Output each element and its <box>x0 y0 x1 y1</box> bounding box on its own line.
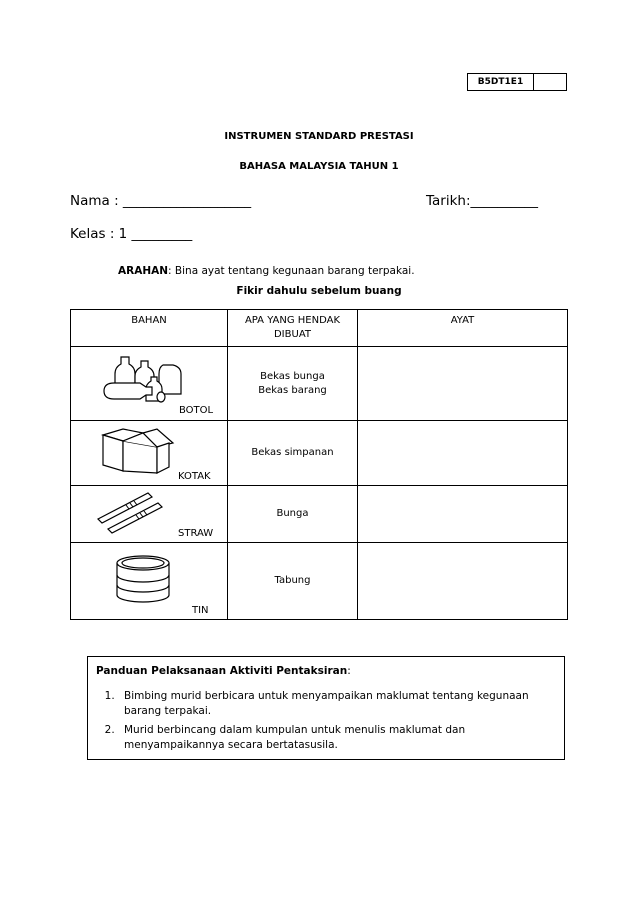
panduan-list <box>96 689 564 753</box>
panduan-title: Panduan Pelaksanaan Aktiviti Pentaksiran: <box>96 665 351 677</box>
bahan-cell <box>71 347 228 421</box>
straw-icon <box>96 489 166 534</box>
instruction-label: ARAHAN <box>118 265 169 277</box>
table-row <box>71 347 568 421</box>
apa-cell <box>228 543 358 620</box>
apa-text-2: Bekas barang <box>258 384 327 396</box>
instruction <box>118 265 415 277</box>
kelas-field[interactable]: Kelas : 1 _________ <box>70 226 193 242</box>
apa-cell <box>228 347 358 421</box>
box-icon <box>99 425 177 475</box>
document-code: B5DT1E1 <box>468 74 534 90</box>
table-row <box>71 543 568 620</box>
title-subject: BAHASA MALAYSIA TAHUN 1 <box>239 161 399 172</box>
apa-text-1: Bekas bunga <box>260 370 325 382</box>
bahan-label: TIN <box>192 605 209 616</box>
header-bahan: BAHAN <box>71 310 228 347</box>
bottles-icon <box>101 355 191 405</box>
apa-text-1: Bekas simpanan <box>251 447 334 458</box>
apa-text-1: Bunga <box>276 508 309 519</box>
tin-icon <box>113 553 173 605</box>
table-row <box>71 421 568 486</box>
nama-field[interactable]: Nama : ___________________ <box>70 193 252 209</box>
bahan-cell <box>71 421 228 486</box>
table-header-row <box>71 310 568 347</box>
panduan-box <box>87 656 565 760</box>
list-item: 1. Bimbing murid berbicara untuk menyampaikan maklumat tentang kegunaan barang terpakai. <box>118 689 564 719</box>
apa-cell <box>228 486 358 543</box>
tarikh-field[interactable]: Tarikh:__________ <box>426 193 539 209</box>
bahan-label: BOTOL <box>179 405 214 416</box>
bahan-label: STRAW <box>178 528 214 539</box>
instruction-subtitle: Fikir dahulu sebelum buang <box>236 285 402 297</box>
list-item: 2. Murid berbincang dalam kumpulan untuk menulis maklumat dan menyampaikannya secara bertatasusila. <box>118 723 564 753</box>
apa-text-1: Tabung <box>274 575 311 586</box>
ayat-cell[interactable] <box>358 486 568 543</box>
document-code-blank <box>534 74 566 90</box>
ayat-cell[interactable] <box>358 421 568 486</box>
title-instrumen: INSTRUMEN STANDARD PRESTASI <box>224 131 414 142</box>
bahan-cell <box>71 486 228 543</box>
table-row <box>71 486 568 543</box>
document-code-box <box>467 73 567 91</box>
instruction-text: : Bina ayat tentang kegunaan barang terpakai. <box>168 265 415 277</box>
ayat-cell[interactable] <box>358 347 568 421</box>
ayat-cell[interactable] <box>358 543 568 620</box>
panduan-title-text: Panduan Pelaksanaan Aktiviti Pentaksiran <box>96 665 348 677</box>
apa-cell <box>228 421 358 486</box>
bahan-label: KOTAK <box>178 471 211 482</box>
header-ayat: AYAT <box>358 310 568 347</box>
bahan-cell <box>71 543 228 620</box>
header-apa: APA YANG HENDAK DIBUAT <box>228 310 358 347</box>
activity-table <box>70 309 568 620</box>
